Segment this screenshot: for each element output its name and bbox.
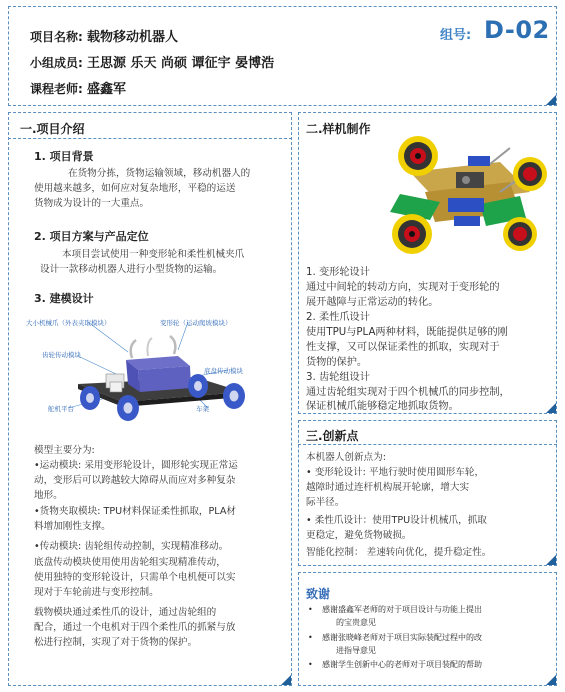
diagram-label-gear: 齿轮传动模块	[42, 351, 81, 359]
module-line: 使用独特的变形轮设计，只需单个电机便可以实	[34, 572, 236, 583]
thanks-item: 的宝贵意见	[336, 618, 376, 627]
project-name-label: 项目名称:	[30, 30, 83, 44]
model-title: 3. 建模设计	[34, 292, 94, 305]
module-line: 载物模块通过柔性爪的设计，通过齿轮组的	[34, 607, 217, 618]
innovation-line: 越障时通过连杆机构展开轮廓，增大实	[306, 482, 470, 493]
plan-title: 2. 项目方案与产品定位	[34, 230, 149, 243]
diagram-label-chassis: 底盘传动模块	[204, 367, 243, 375]
project-name-row	[30, 26, 178, 45]
prototype-line: 3. 齿轮组设计	[306, 372, 370, 383]
thanks-item: 感谢盛鑫军老师的对于项目设计与功能上提出	[322, 605, 482, 614]
module-line: 底盘传动模块使用使用齿轮组实现精准传动，	[34, 557, 226, 568]
prototype-line: 保证机械爪能够稳定地抓取货物。	[306, 401, 459, 412]
module-line: •货物夹取模块: TPU材料保证柔性抓取，PLA材	[34, 506, 237, 517]
thanks-title: 致谢	[306, 587, 331, 601]
innovation-line: 本机器人创新点为:	[306, 452, 386, 463]
thanks-item: 感谢学生创新中心的老师对于项目装配的帮助	[322, 660, 482, 669]
module-line: 模型主要分为:	[34, 445, 95, 456]
group-number: D-02	[484, 16, 550, 44]
innovation-line: 际半径。	[306, 497, 345, 508]
group-label: 组号:	[440, 28, 472, 43]
prototype-line: 通过中间轮的转动方向，实现对于变形轮的	[306, 282, 500, 293]
prototype-line: 1. 变形轮设计	[306, 267, 370, 278]
prototype-line: 通过齿轮组实现对于四个机械爪的同步控制，	[306, 387, 510, 398]
members-label: 小组成员:	[30, 56, 83, 70]
thanks-item: 感谢张晓峰老师对于项目实际装配过程中的改	[322, 633, 482, 642]
thanks-bullet: •	[308, 633, 313, 642]
corner-mark	[546, 95, 556, 105]
corner-mark	[546, 403, 556, 413]
module-line: 料增加刚性支撑。	[34, 521, 111, 532]
prototype-line: 性支撑，又可以保证柔性的抓取，实现对于	[306, 342, 500, 353]
module-line: 配合，通过一个电机对于四个柔性爪的抓紧与放	[34, 622, 236, 633]
prototype-robot-photo	[370, 122, 550, 262]
module-line: 地形。	[34, 490, 63, 501]
module-line: 动，变形后可以跨越较大障碍从而应对多种复杂	[34, 475, 236, 486]
corner-mark	[546, 675, 556, 685]
innovation-line: 更稳定，避免货物破损。	[306, 530, 412, 541]
innovation-line: • 变形轮设计: 平地行驶时使用圆形车轮，	[306, 467, 485, 478]
plan-line: 设计一款移动机器人进行小型货物的运输。	[40, 264, 223, 275]
prototype-line: 2. 柔性爪设计	[306, 312, 370, 323]
background-title: 1. 项目背景	[34, 150, 94, 163]
teacher-value: 盛鑫军	[87, 82, 127, 97]
module-line: 松进行控制，实现了对于货物的保护。	[34, 637, 198, 648]
thanks-bullet: •	[308, 660, 313, 669]
background-line: 货物成为设计的一大重点。	[34, 198, 150, 209]
divider	[298, 444, 557, 445]
diagram-label-frame: 车架	[196, 405, 209, 413]
innovation-section-title: 三.创新点	[306, 429, 359, 443]
module-line: •运动模块: 采用变形轮设计，圆形轮实现正常运	[34, 460, 238, 471]
background-line: 使用越来越多，如何应对复杂地形，平稳的运送	[34, 183, 236, 194]
thanks-item: 进指导意见	[336, 646, 376, 655]
members-value: 王思源 乐天 尚硕 谭征宇 晏博浩	[87, 56, 275, 71]
prototype-line: 展开越障与正常运动的转化。	[306, 297, 439, 308]
diagram-label-servo: 舵机平台	[48, 405, 74, 413]
background-line: 在货物分拣，货物运输领域，移动机器人的	[68, 168, 251, 179]
intro-section-title: 一.项目介绍	[20, 122, 85, 136]
innovation-line: 智能化控制： 差速转向优化，提升稳定性。	[306, 547, 492, 558]
prototype-section-title: 二.样机制作	[306, 122, 371, 136]
members-row	[30, 52, 274, 71]
prototype-line: 货物的保护。	[306, 357, 368, 368]
divider	[8, 138, 292, 139]
module-line: •传动模块: 齿轮组传动控制，实现精准移动。	[34, 541, 229, 552]
teacher-label: 课程老师:	[30, 82, 83, 96]
innovation-line: • 柔性爪设计：使用TPU设计机械爪，抓取	[306, 515, 487, 526]
project-name-value: 载物移动机器人	[87, 30, 179, 45]
plan-line: 本项目尝试使用一种变形轮和柔性机械夹爪	[62, 249, 245, 260]
diagram-label-wheel: 变形轮（运动爬坡模块）	[160, 319, 232, 327]
corner-mark	[281, 675, 291, 685]
prototype-line: 使用TPU与PLA两种材料，既能提供足够的刚	[306, 327, 508, 338]
teacher-row	[30, 78, 126, 97]
module-line: 现对于车轮前进与变形控制。	[34, 587, 159, 598]
corner-mark	[546, 555, 556, 565]
diagram-label-claw: 大小机械爪（外表夹取模块）	[26, 319, 111, 327]
thanks-bullet: •	[308, 605, 313, 614]
